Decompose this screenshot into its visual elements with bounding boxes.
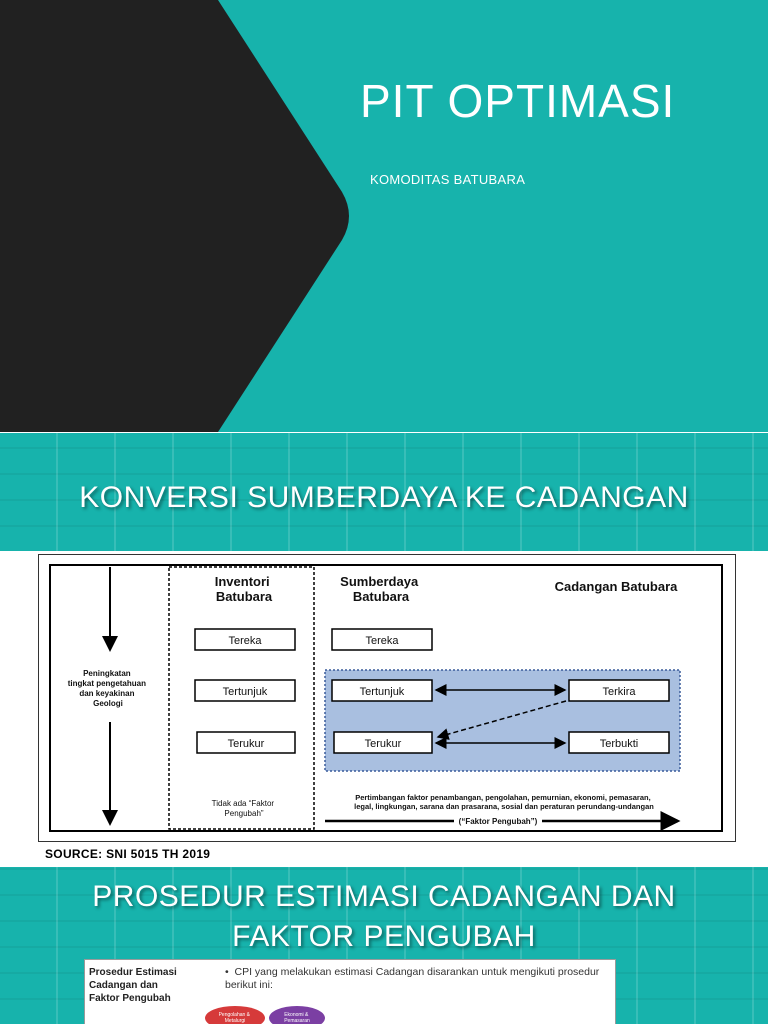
inventori-title: Inventori Batubara [214,574,273,604]
slide-title: PIT OPTIMASI [360,75,676,127]
no-factor-note: Tidak ada “Faktor Pengubah” [211,799,275,818]
cadangan-title: Cadangan Batubara [554,579,678,594]
heading-line-1: PROSEDUR ESTIMASI CADANGAN DAN [92,880,676,913]
title-slide [0,0,768,432]
consideration-text: Pertimbangan faktor penambangan, pengolahan, pemurnian, ekonomi, pemasaran, legal, lingkungan, sarana dan prasarana, sosial dan peraturan perundang-undangan [354,793,654,811]
knowledge-label: Peningkatan tingkat pengetahuan dan keyakinan Geologi [67,669,146,708]
conversion-slide [0,433,768,866]
procedure-panel [84,959,616,1024]
source-caption: SOURCE: SNI 5015 TH 2019 [45,847,211,861]
sumberdaya-tertunjuk-label: Tertunjuk [359,686,405,698]
procedure-slide [0,867,768,1024]
bullet-text: CPI yang melakukan estimasi Cadangan disarankan untuk mengikuti prosedur berikut ini: [225,966,600,991]
inventori-tereka-label: Tereka [228,635,262,647]
bubble-pengolahan-label: Pengolahan & Metalurgi [218,1012,251,1024]
bullet-dot-icon: • [225,966,235,978]
conversion-diagram [38,554,736,842]
cadangan-terbukti-label: Terbukti [599,738,639,750]
cadangan-terkira-label: Terkira [602,686,636,698]
panel-label: Prosedur Estimasi Cadangan dan Faktor Pengubah [89,967,177,1004]
slide-subtitle: KOMODITAS BATUBARA [370,172,526,187]
inventori-tertunjuk-label: Tertunjuk [222,686,268,698]
factor-label: (“Faktor Pengubah”) [458,817,538,826]
bubble-ekonomi-label: Ekonomi & Pemasaran [284,1012,310,1024]
inventori-terukur-label: Terukur [227,738,265,750]
procedure-bullet [225,966,605,992]
procedure-bubbles [205,1004,625,1024]
sumberdaya-tereka-label: Tereka [365,635,399,647]
slide-heading [0,877,768,957]
sumberdaya-terukur-label: Terukur [364,738,402,750]
slide-heading: KONVERSI SUMBERDAYA KE CADANGAN [79,481,689,514]
sumberdaya-title: Sumberdaya Batubara [340,574,419,604]
dark-chevron-shape [0,0,768,432]
heading-line-2: FAKTOR PENGUBAH [232,920,536,953]
